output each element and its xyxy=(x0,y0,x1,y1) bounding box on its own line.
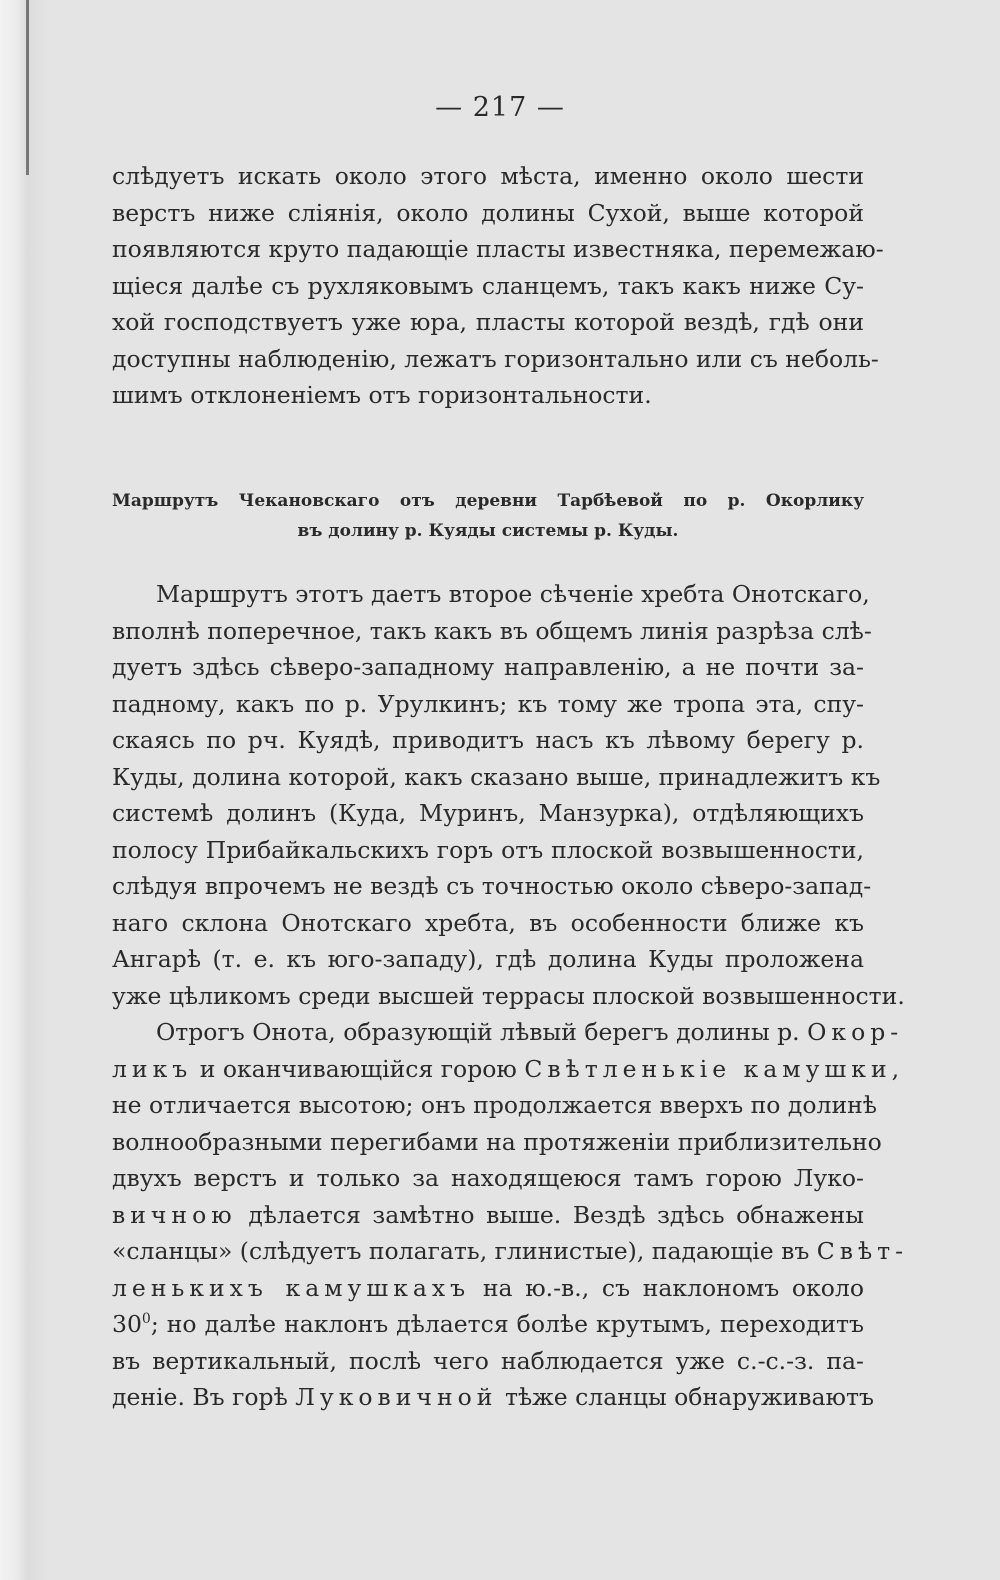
text-line: хой господствуетъ уже юра, пласты которой вездѣ, гдѣ они xyxy=(112,308,864,336)
text-line xyxy=(112,1379,874,1416)
spaced-text: Свѣт- xyxy=(816,1237,909,1265)
spaced-text: ликъ xyxy=(112,1054,193,1083)
text-line: доступны наблюденію, лежатъ горизонтально или съ неболь- xyxy=(112,344,879,373)
text-line: скаясь по рч. Куядѣ, приводитъ насъ къ лѣвому берегу р. xyxy=(112,726,864,754)
paragraph-2 xyxy=(112,576,905,1014)
text-line xyxy=(112,1270,864,1307)
text-line: слѣдуетъ искать около этого мѣста, именно около шести xyxy=(112,162,864,190)
text-line: уже цѣликомъ среди высшей террасы плоской возвышенности. xyxy=(112,981,905,1010)
binding-mark xyxy=(26,0,29,175)
book-spine-shadow xyxy=(0,0,46,1580)
text-line: Маршрутъ этотъ даетъ второе сѣченіе хребта Онотскаго, xyxy=(156,580,870,608)
spaced-text: ленькихъ камушкахъ xyxy=(112,1273,471,1302)
text-line: наго склона Онотскаго хребта, въ особенности ближе къ xyxy=(112,908,864,937)
spaced-text: Окор- xyxy=(807,1018,904,1046)
text-line: двухъ верстъ и только за находящеюся тамъ горою Луко- xyxy=(112,1164,864,1192)
text-line xyxy=(112,1197,864,1234)
text-span: ; но далѣе наклонъ дѣлается болѣе крутымъ, переходитъ xyxy=(150,1310,864,1338)
text-line xyxy=(112,1233,909,1270)
text-span: 30 xyxy=(112,1310,142,1338)
spaced-text: Луковичной xyxy=(295,1383,498,1411)
text-span: на ю.-в., съ наклономъ около xyxy=(482,1273,864,1302)
text-span: дѣлается замѣтно выше. Вездѣ здѣсь обнажены xyxy=(248,1200,864,1229)
spaced-text: Свѣтленькіе камушки, xyxy=(524,1054,905,1083)
text-line: щіеся далѣе съ рухляковымъ сланцемъ, такъ какъ ниже Су- xyxy=(112,271,864,300)
text-span: «сланцы» (слѣдуетъ полагать, глинистые), падающіе въ xyxy=(112,1237,810,1265)
text-line: появляются круто падающіе пласты известняка, перемежаю- xyxy=(112,235,884,263)
text-line: слѣдуя впрочемъ не вездѣ съ точностью около сѣверо-запад- xyxy=(112,872,872,900)
text-line: вполнѣ поперечное, такъ какъ въ общемъ линія разрѣза слѣ- xyxy=(112,616,872,645)
page-number: — 217 — xyxy=(435,92,565,123)
text-line: Ангарѣ (т. е. къ юго-западу), гдѣ долина Куды проложена xyxy=(112,945,864,973)
heading-line: въ долину р. Куяды системы р. Куды. xyxy=(297,521,679,541)
text-span: Отрогъ Онота, образующій лѣвый берегъ долины р. xyxy=(156,1018,800,1046)
text-line: падному, какъ по р. Урулкинъ; къ тому же тропа эта, спу- xyxy=(112,689,864,718)
text-line: дуетъ здѣсь сѣверо-западному направленію, а не почти за- xyxy=(112,653,864,681)
text-line: въ вертикальный, послѣ чего наблюдается уже с.-с.-з. па- xyxy=(112,1346,864,1375)
paragraph-3 xyxy=(112,1014,909,1416)
text-line: шимъ отклоненіемъ отъ горизонтальности. xyxy=(112,381,652,409)
text-span: деніе. Въ горѣ xyxy=(112,1383,288,1411)
heading-line: Маршрутъ Чекановскаго отъ деревни Тарбѣевой по р. Окорлику xyxy=(112,491,864,511)
text-line: полосу Прибайкальскихъ горъ отъ плоской возвышенности, xyxy=(112,835,864,864)
paragraph-1 xyxy=(112,158,884,414)
text-span: и оканчивающійся горою xyxy=(199,1054,517,1083)
text-line xyxy=(112,1306,864,1343)
text-line: системѣ долинъ (Куда, Муринъ, Манзурка), отдѣляющихъ xyxy=(112,799,864,827)
text-line: верстъ ниже сліянія, около долины Сухой, выше которой xyxy=(112,198,864,227)
text-line: не отличается высотою; онъ продолжается вверхъ по долинѣ xyxy=(112,1091,877,1119)
text-line: Куды, долина которой, какъ сказано выше, принадлежитъ къ xyxy=(112,762,881,791)
degree-superscript: 0 xyxy=(141,1311,151,1328)
spaced-text: вичною xyxy=(112,1200,237,1229)
section-heading xyxy=(112,486,864,546)
text-span: тѣже сланцы обнаруживаютъ xyxy=(504,1383,874,1411)
text-line xyxy=(112,1051,905,1088)
text-line: волнообразными перегибами на протяженіи приблизительно xyxy=(112,1127,882,1156)
text-line xyxy=(112,1014,904,1051)
